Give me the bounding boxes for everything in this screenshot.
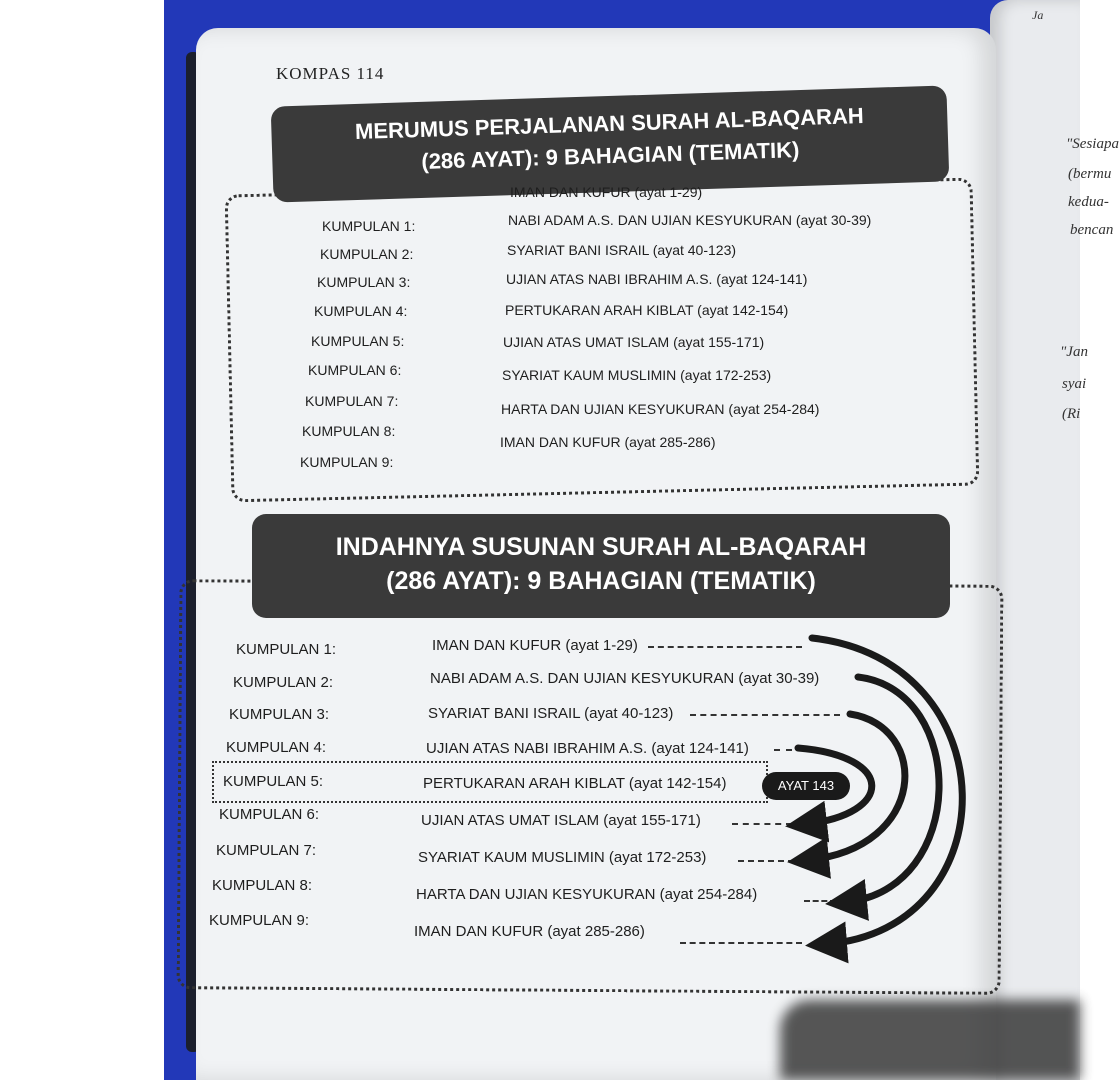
section1-label: KUMPULAN 5: — [311, 333, 405, 349]
leader-line — [732, 823, 792, 825]
section2-text: IMAN DAN KUFUR (ayat 1-29) — [432, 637, 638, 654]
section2-label: KUMPULAN 2: — [233, 674, 334, 691]
section2-label: KUMPULAN 4: — [226, 739, 327, 756]
section1-text: PERTUKARAN ARAH KIBLAT (ayat 142-154) — [505, 302, 789, 318]
section1-text: UJIAN ATAS NABI IBRAHIM A.S. (ayat 124-141) — [506, 271, 808, 287]
section2-label: KUMPULAN 3: — [229, 706, 330, 723]
section2-text: NABI ADAM A.S. DAN UJIAN KESYUKURAN (ayat 30-39) — [430, 670, 820, 687]
section2-label: KUMPULAN 9: — [209, 912, 310, 929]
section1-label: KUMPULAN 8: — [302, 423, 396, 439]
section2-title-banner — [252, 514, 950, 618]
right-page-fragment: kedua- — [1068, 194, 1109, 210]
section1-text: HARTA DAN UJIAN KESYUKURAN (ayat 254-284) — [501, 401, 820, 417]
right-page-fragment: "Sesiapa — [1066, 136, 1119, 152]
left-margin — [0, 0, 164, 1080]
section2-text: SYARIAT KAUM MUSLIMIN (ayat 172-253) — [418, 849, 707, 866]
leader-line — [648, 646, 802, 648]
section2-label: KUMPULAN 5: — [223, 773, 324, 790]
section2-text: IMAN DAN KUFUR (ayat 285-286) — [414, 923, 645, 940]
section1-text: SYARIAT BANI ISRAIL (ayat 40-123) — [507, 242, 737, 258]
section2-title-line1: INDAHNYA SUSUNAN SURAH AL-BAQARAH — [335, 533, 867, 561]
section2-text: HARTA DAN UJIAN KESYUKURAN (ayat 254-284) — [416, 886, 758, 903]
section1-label: KUMPULAN 3: — [317, 274, 411, 290]
shadow — [780, 1000, 1080, 1080]
right-page-fragment: syai — [1062, 376, 1087, 392]
right-page-fragment: Ja — [1032, 8, 1044, 22]
leader-line — [680, 942, 802, 944]
section2-label: KUMPULAN 6: — [219, 806, 320, 823]
section1-title-line2: (286 AYAT): 9 BAHAGIAN (TEMATIK) — [420, 137, 800, 174]
leader-line — [690, 714, 840, 716]
section2-label: KUMPULAN 1: — [236, 641, 337, 658]
ayat-143-badge: AYAT 143 — [762, 772, 850, 800]
section1-label: KUMPULAN 4: — [314, 303, 408, 319]
leader-line — [804, 900, 836, 902]
section2-label: KUMPULAN 8: — [212, 877, 313, 894]
section1-text: NABI ADAM A.S. DAN UJIAN KESYUKURAN (ayat 30-39) — [508, 212, 872, 228]
right-page-fragment: bencan — [1070, 222, 1114, 238]
section2-text: SYARIAT BANI ISRAIL (ayat 40-123) — [428, 705, 674, 722]
right-page-fragment: "Jan — [1060, 344, 1088, 360]
section1-text: IMAN DAN KUFUR (ayat 1-29) — [510, 184, 703, 200]
section2-text: UJIAN ATAS UMAT ISLAM (ayat 155-171) — [421, 812, 701, 829]
section2-title-line2: (286 AYAT): 9 BAHAGIAN (TEMATIK) — [386, 567, 816, 595]
section1-text: UJIAN ATAS UMAT ISLAM (ayat 155-171) — [503, 334, 765, 350]
section2-text: UJIAN ATAS NABI IBRAHIM A.S. (ayat 124-141) — [426, 740, 749, 757]
section2-label: KUMPULAN 7: — [216, 842, 317, 859]
section2-text: PERTUKARAN ARAH KIBLAT (ayat 142-154) — [423, 775, 727, 792]
page-header: KOMPAS 114 — [276, 64, 385, 83]
right-page-fragment: (Ri — [1062, 406, 1081, 422]
right-page — [990, 0, 1119, 1080]
section1-title-line1: MERUMUS PERJALANAN SURAH AL-BAQARAH — [354, 103, 865, 144]
leader-line — [738, 860, 794, 862]
section1-text: SYARIAT KAUM MUSLIMIN (ayat 172-253) — [502, 367, 772, 383]
section1-label: KUMPULAN 6: — [308, 362, 402, 378]
section1-label: KUMPULAN 2: — [320, 246, 414, 262]
leader-line — [774, 749, 792, 751]
section1-text: IMAN DAN KUFUR (ayat 285-286) — [500, 434, 716, 450]
right-page-fragment: (bermu — [1068, 166, 1112, 182]
section1-label: KUMPULAN 1: — [322, 218, 416, 234]
section1-label: KUMPULAN 7: — [305, 393, 399, 409]
section1-label: KUMPULAN 9: — [300, 454, 394, 470]
